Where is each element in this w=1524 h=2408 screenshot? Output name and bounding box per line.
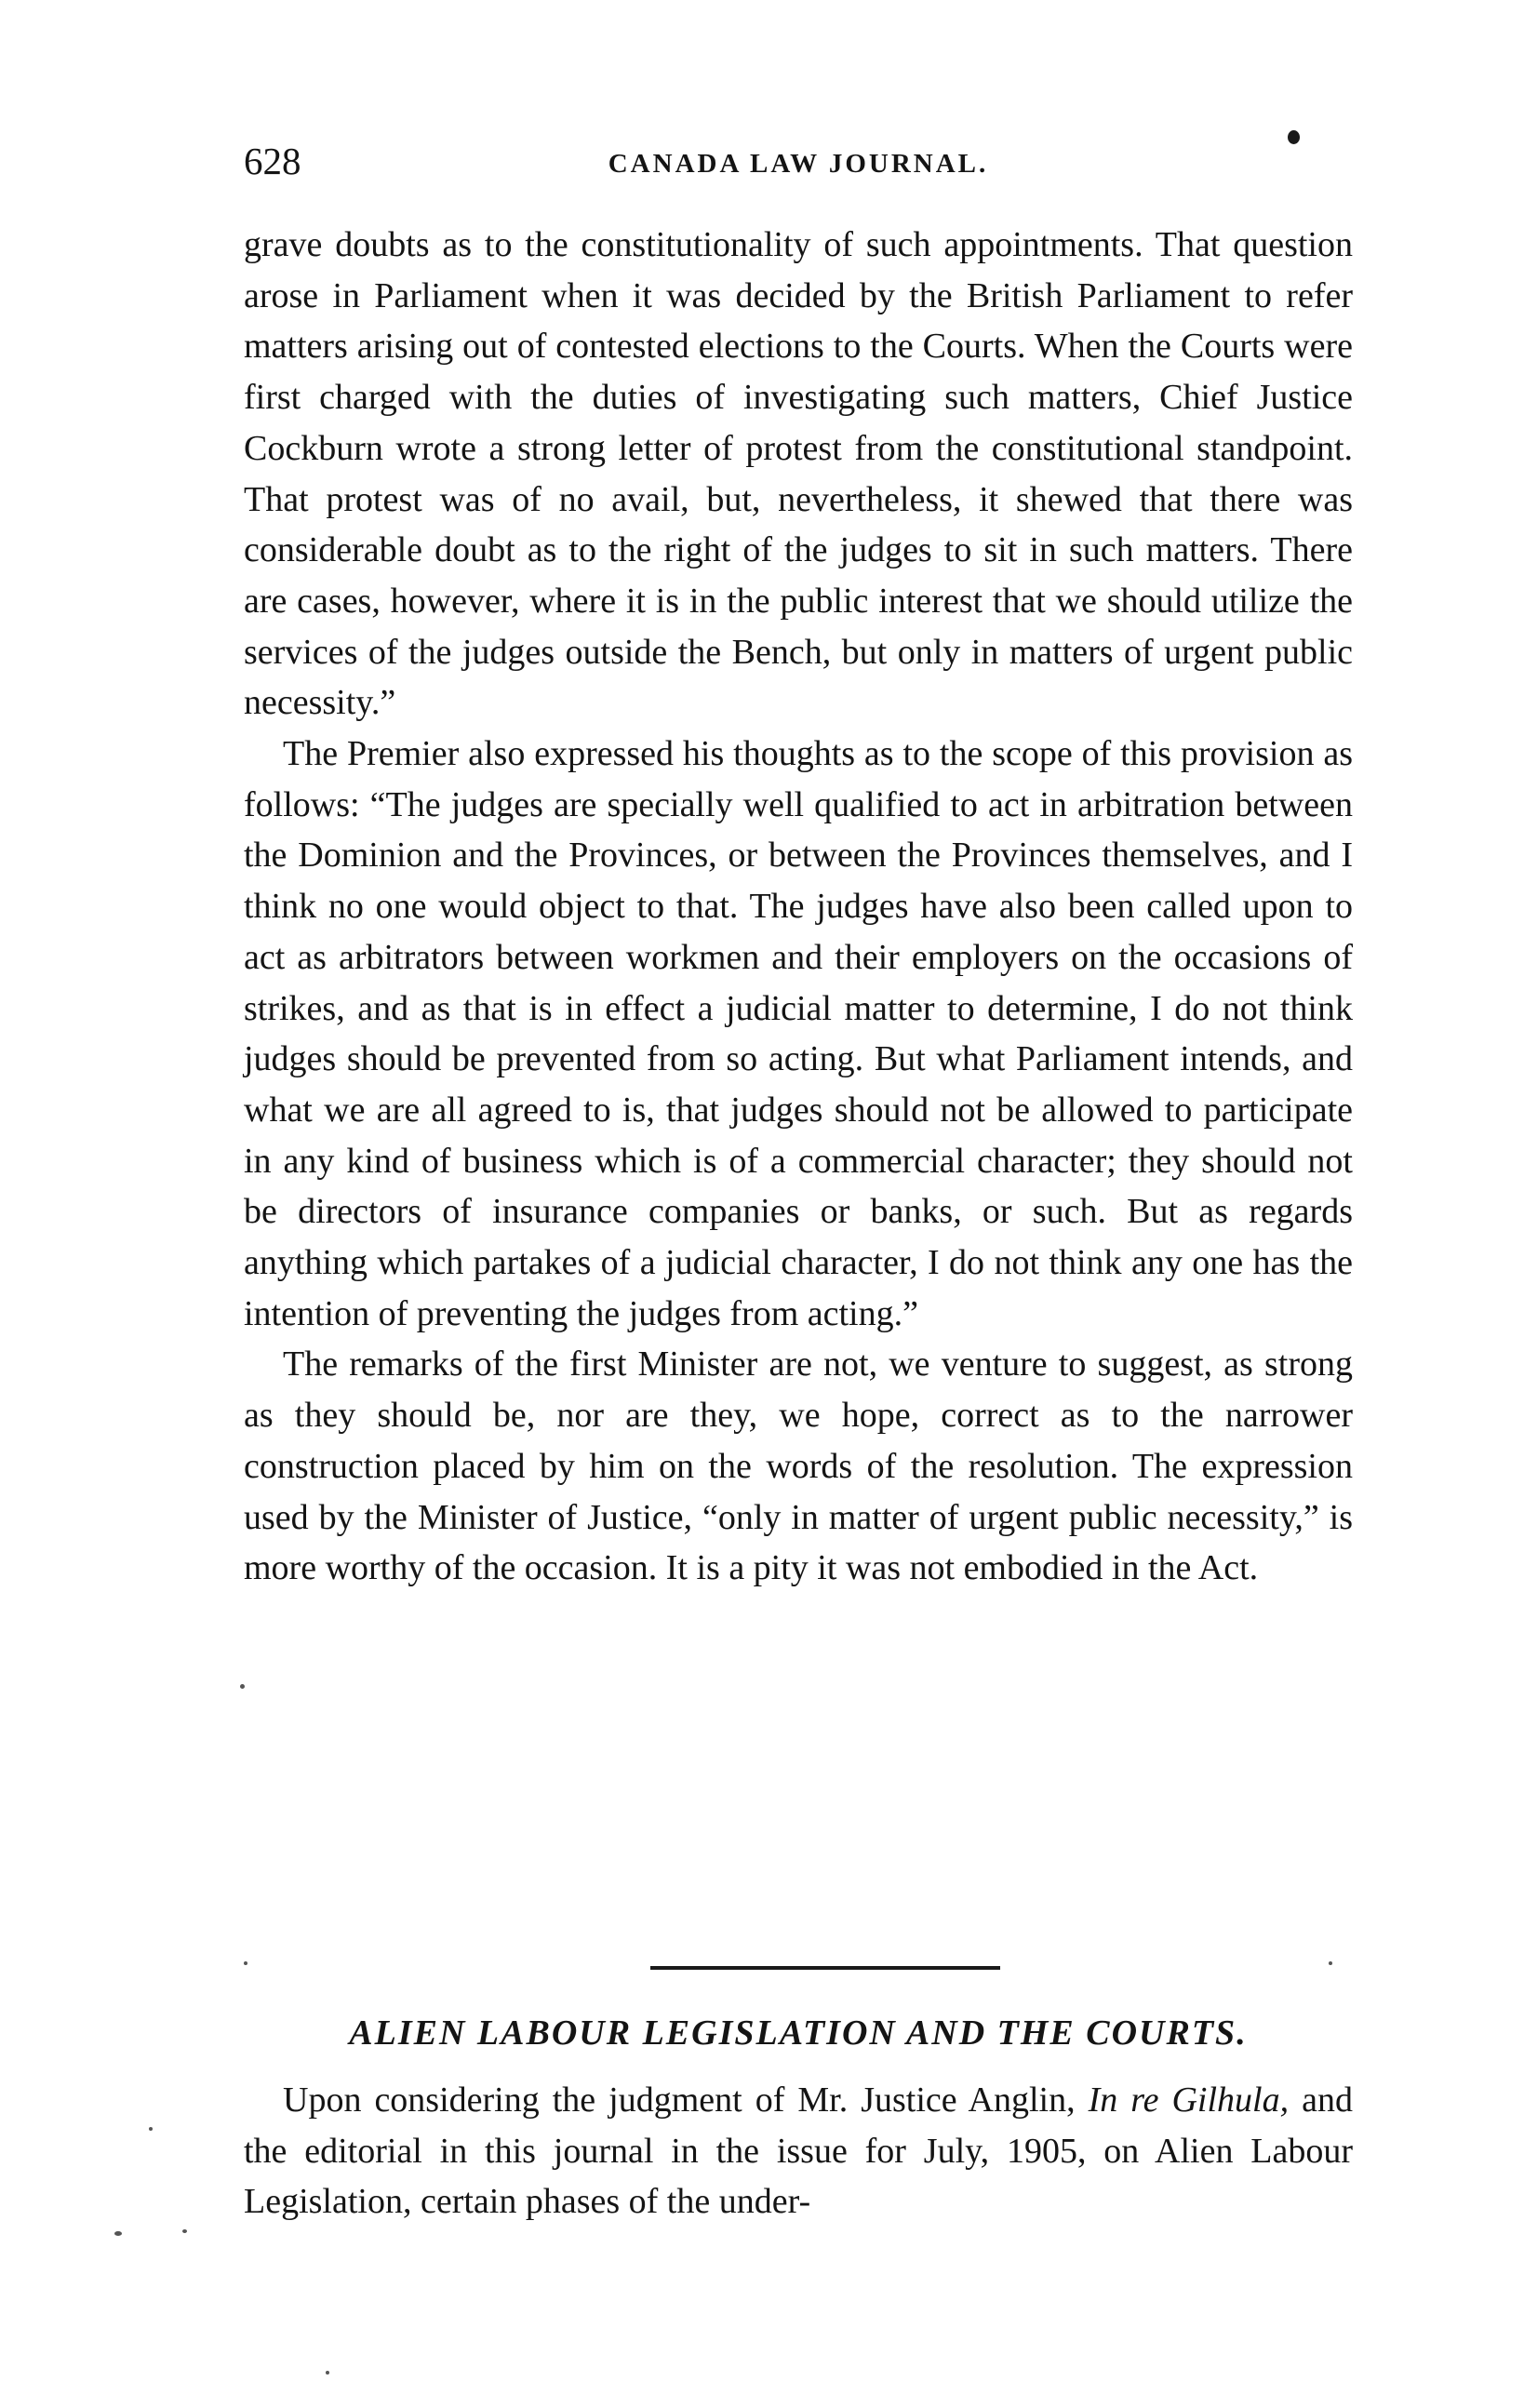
paragraph-continued: grave doubts as to the constitutionality of such appointments. That question arose in Parliament when it was decided by the British Parliament to refer matters arising out of contested elections to the Courts. When the Courts were first charged with the duties of investigating such matters, Chief Justice Cockburn wrote a strong letter of protest from the constitutional standpoint. That protest was of no avail, but, nevertheless, it shewed that there was considerable doubt as to the right of the judges to sit in such matters. There are cases, however, where it is in the public interest that we should utilize the services of the judges outside the Bench, but only in matters of urgent public necessity.”	[244, 225, 1353, 723]
paper-speck	[182, 2229, 187, 2233]
section-opening-paragraph	[244, 2075, 1353, 2227]
running-head: CANADA LAW JOURNAL.	[608, 149, 989, 179]
paper-speck	[326, 2371, 329, 2375]
opening-text: Upon considering the judgment of Mr. Justice Anglin,	[283, 2080, 1089, 2120]
paper-speck	[149, 2127, 153, 2131]
paper-speck	[244, 1961, 247, 1965]
ink-spot	[1288, 130, 1300, 144]
paper-speck	[1329, 1961, 1332, 1965]
paper-speck	[240, 1684, 245, 1689]
paper-speck	[114, 2231, 122, 2236]
opening-text-continued: and the editorial in this journal in the issue for July, 1905, on Alien Labour Legislation, certain phases of the under-	[244, 2080, 1353, 2222]
article-body	[244, 220, 1353, 1594]
paragraph-remarks: The remarks of the first Minister are not, we venture to suggest, as strong as they should be, nor are they, we hope, correct as to the narrower construction placed by him on the words of the resolution. The expression used by the Minister of Justice, “only in matter of urgent public necessity,” is more worthy of the occasion. It is a pity it was not embodied in the Act.	[244, 1344, 1353, 1588]
case-name: In re Gilhula,	[1088, 2080, 1290, 2120]
page-header	[244, 138, 1353, 194]
paragraph-premier-quote: The Premier also expressed his thoughts as to the scope of this provision as follows: “The judges are specially well qualified to act in arbitration between the Dominion and the Provinces, or between the Provinces themselves, and I think no one would object to that. The judges have also been called upon to act as arbitrators between workmen and their employers on the occasions of strikes, and as that is in effect a judicial matter to determine, I do not think judges should be prevented from so acting. But what Parliament intends, and what we are all agreed to is, that judges should not be allowed to participate in any kind of business which is of a commercial character; they should not be directors of insurance companies or banks, or such. But as regards anything which partakes of a judicial character, I do not think any one has the intention of preventing the judges from acting.”	[244, 734, 1353, 1333]
section-divider	[650, 1966, 1000, 1970]
section-heading: ALIEN LABOUR LEGISLATION AND THE COURTS.	[349, 2013, 1248, 2053]
page-number: 628	[244, 140, 301, 182]
section-body	[244, 2075, 1353, 2227]
